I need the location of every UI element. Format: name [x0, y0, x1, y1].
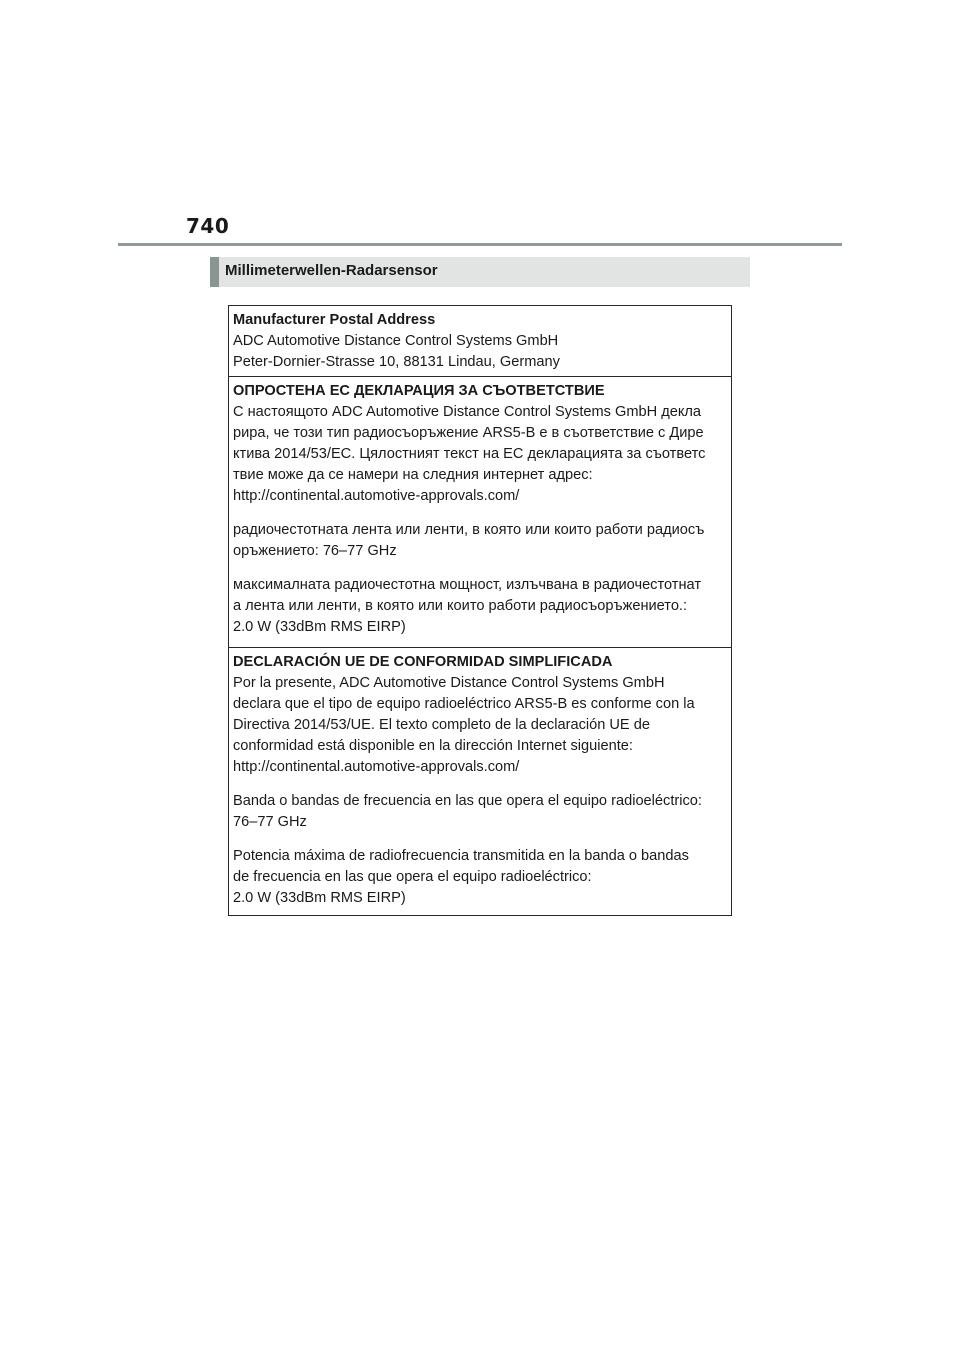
- bulgarian-paragraph-line: рира, че този тип радиосъоръжение ARS5-B е в съответствие с Дире: [233, 425, 704, 441]
- page-number: 740: [186, 214, 230, 238]
- spanish-url: http://continental.automotive-approvals.com/: [233, 759, 520, 775]
- spanish-power-line: 2.0 W (33dBm RMS EIRP): [233, 890, 406, 906]
- spanish-power-line: de frecuencia en las que opera el equipo radioeléctrico:: [233, 869, 592, 885]
- address-line: ADC Automotive Distance Control Systems GmbH: [233, 333, 559, 349]
- manufacturer-address-block: [229, 306, 731, 376]
- bulgarian-frequency-line: оръжението: 76–77 GHz: [233, 543, 397, 559]
- bulgarian-power-line: а лента или ленти, в която или които работи радиосъоръжението.:: [233, 598, 688, 614]
- bulgarian-declaration-title: ОПРОСТЕНА ЕС ДЕКЛАРАЦИЯ ЗА СЪОТВЕТСТВИЕ: [233, 383, 605, 399]
- regulatory-label: [228, 305, 732, 916]
- spanish-paragraph-line: Por la presente, ADC Automotive Distance Control Systems GmbH: [233, 675, 665, 691]
- spanish-paragraph-line: Directiva 2014/53/UE. El texto completo de la declaración UE de: [233, 717, 650, 733]
- spanish-power-line: Potencia máxima de radiofrecuencia transmitida en la banda o bandas: [233, 848, 689, 864]
- bulgarian-url: http://continental.automotive-approvals.com/: [233, 488, 520, 504]
- bulgarian-paragraph-line: С настоящото ADC Automotive Distance Control Systems GmbH декла: [233, 404, 702, 420]
- spanish-paragraph-line: declara que el tipo de equipo radioeléctrico ARS5-B es conforme con la: [233, 696, 695, 712]
- address-title: Manufacturer Postal Address: [233, 312, 436, 328]
- bulgarian-paragraph-line: ктива 2014/53/ЕС. Цялостният текст на ЕС декларацията за съответс: [233, 446, 706, 462]
- paragraph-gap: [233, 507, 729, 520]
- spanish-paragraph-line: conformidad está disponible en la dirección Internet siguiente:: [233, 738, 633, 754]
- spanish-declaration-block: [229, 647, 731, 914]
- paragraph-gap: [233, 778, 729, 791]
- bulgarian-power-line: 2.0 W (33dBm RMS EIRP): [233, 619, 406, 635]
- spanish-frequency-line: Banda o bandas de frecuencia en las que opera el equipo radioeléctrico:: [233, 793, 702, 809]
- bulgarian-declaration-block: [229, 376, 731, 647]
- header-divider: [118, 243, 842, 246]
- paragraph-gap: [233, 562, 729, 575]
- spanish-declaration-title: DECLARACIÓN UE DE CONFORMIDAD SIMPLIFICADA: [233, 654, 613, 670]
- bulgarian-power-line: максималната радиочестотна мощност, излъчвана в радиочестотнат: [233, 577, 702, 593]
- spanish-frequency-line: 76–77 GHz: [233, 814, 307, 830]
- bulgarian-paragraph-line: твие може да се намери на следния интернет адрес:: [233, 467, 593, 483]
- bulgarian-frequency-line: радиочестотната лента или ленти, в която или които работи радиосъ: [233, 522, 705, 538]
- address-line: Peter-Dornier-Strasse 10, 88131 Lindau, Germany: [233, 354, 560, 370]
- paragraph-gap: [233, 833, 729, 846]
- section-heading: Millimeterwellen-Radarsensor: [210, 257, 750, 287]
